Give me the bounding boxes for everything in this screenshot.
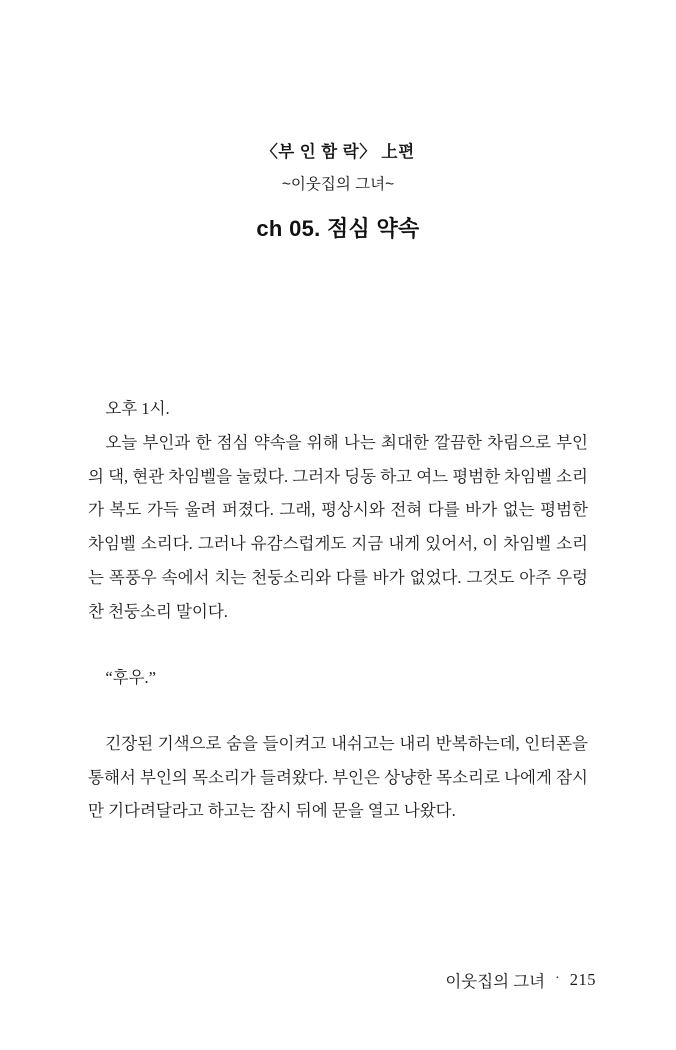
page-number: 215 [569, 970, 596, 989]
chapter-title: ch 05. 점심 약속 [256, 215, 420, 241]
body-text [88, 392, 588, 828]
page-footer [445, 968, 596, 992]
book-subtitle: ~이웃집의 그녀~ [281, 175, 395, 193]
paragraph-2: 오늘 부인과 한 점심 약속을 위해 나는 최대한 깔끔한 차림으로 부인의 댁, 현관 차임벨을 눌렀다. 그러자 딩동 하고 여느 평범한 차임벨 소리가 복도 가득 울려 퍼졌다. 그래, 평상시와 전혀 다를 바가 없는 평범한 차임벨 소리다. 그러나 유감스럽게도 지금 내게 있어서, 이 차임벨 소리는 폭풍우 속에서 치는 천둥소리와 다를 바가 없었다. 그것도 아주 우렁찬 천둥소리 말이다. [88, 432, 588, 621]
running-title: 이웃집의 그녀 [445, 972, 546, 991]
footer-separator: · [555, 971, 560, 986]
paragraph-3-quote: “후우.” [105, 667, 156, 687]
book-title: 〈부 인 함 락〉 上편 [261, 143, 415, 161]
paragraph-4: 긴장된 기색으로 숨을 들이켜고 내쉬고는 내리 반복하는데, 인터폰을 통해서 부인의 목소리가 들려왔다. 부인은 상냥한 목소리로 나에게 잠시만 기다려달라고 하고는 잠시 뒤에 문을 열고 나왔다. [88, 733, 588, 821]
paragraph-1: 오후 1시. [105, 399, 170, 418]
page-heading [0, 140, 676, 245]
